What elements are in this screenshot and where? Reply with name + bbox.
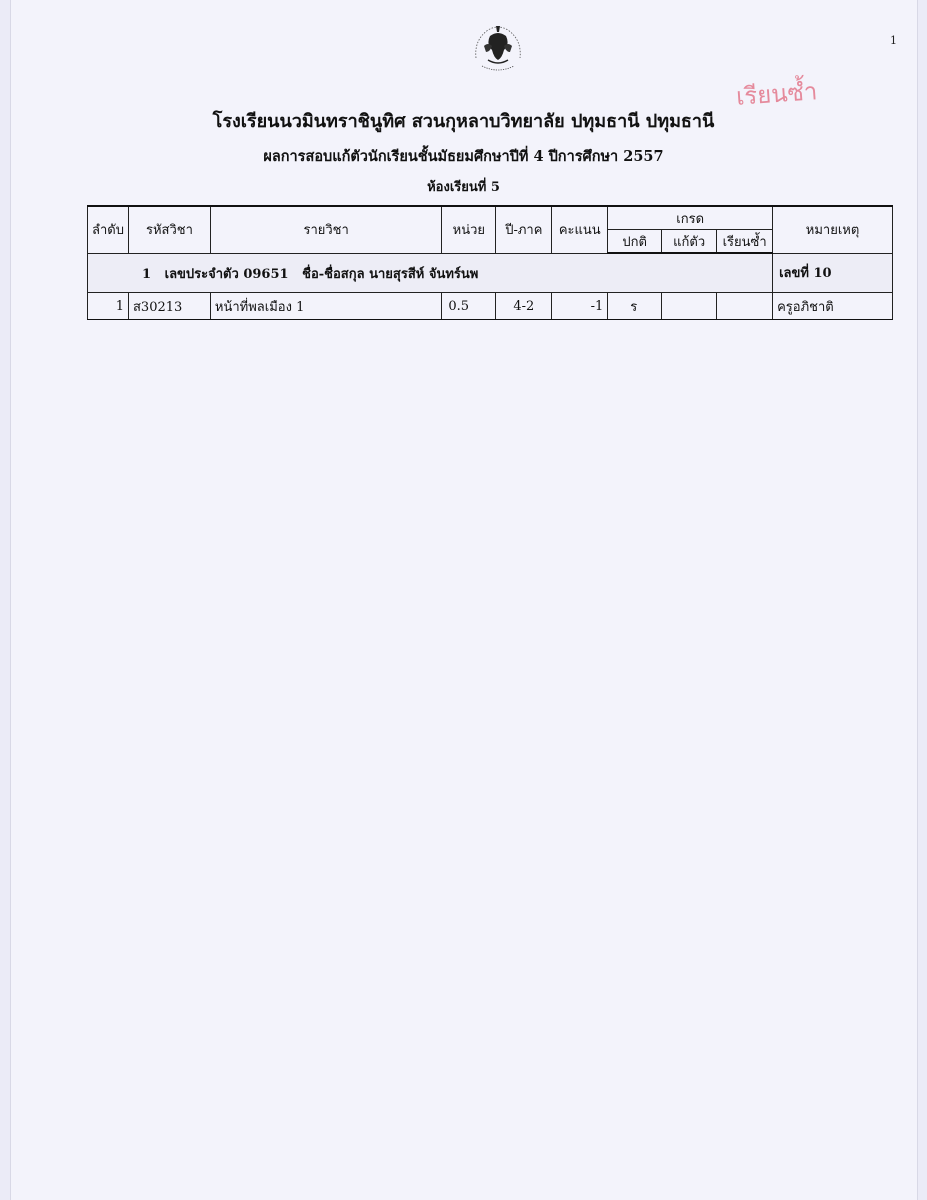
header-year-term: ปี-ภาค <box>496 206 552 253</box>
grades-table <box>87 205 893 320</box>
table-row <box>88 293 893 320</box>
student-name: ชื่อ-ชื่อสกุล นายสุรสีห์ จันทร์นพ <box>302 266 479 282</box>
classroom-label: ห้องเรียนที่ 5 <box>427 180 500 195</box>
header-grade-group: เกรด <box>608 206 773 230</box>
student-number: เลขที่ 10 <box>773 253 893 293</box>
header-credits: หน่วย <box>442 206 496 253</box>
row-grade-normal: ร <box>608 293 662 320</box>
student-row <box>88 253 893 293</box>
header-order: ลำดับ <box>88 206 129 253</box>
report-title: ผลการสอบแก้ตัวนักเรียนชั้นมัธยมศึกษาปีที่ 4 ปีการศึกษา 2557 <box>263 148 664 165</box>
repeat-course-stamp: เรียนซ้ำ <box>735 77 819 111</box>
header-course-name: รายวิชา <box>210 206 441 253</box>
row-score: -1 <box>552 293 608 320</box>
page-number: 1 <box>890 34 897 47</box>
school-title: โรงเรียนนวมินทราชินูทิศ สวนกุหลาบวิทยาลัย ปทุมธานี ปทุมธานี <box>212 111 715 132</box>
row-course-name: หน้าที่พลเมือง 1 <box>210 293 441 320</box>
header-remarks: หมายเหตุ <box>773 206 893 253</box>
row-order: 1 <box>88 293 129 320</box>
school-seal-emblem-icon <box>468 20 528 76</box>
row-credits: 0.5 <box>442 293 496 320</box>
header-course-code: รหัสวิชา <box>128 206 210 253</box>
header-grade-normal: ปกติ <box>608 230 662 254</box>
row-year-term: 4-2 <box>496 293 552 320</box>
student-id: เลขประจำตัว 09651 <box>164 266 289 282</box>
row-course-code: ส30213 <box>128 293 210 320</box>
header-grade-repeat: เรียนซ้ำ <box>717 230 773 254</box>
header-grade-remedial: แก้ตัว <box>662 230 717 254</box>
row-grade-remedial <box>662 293 717 320</box>
row-grade-repeat <box>717 293 773 320</box>
row-remarks: ครูอภิชาติ <box>773 293 893 320</box>
header-score: คะแนน <box>552 206 608 253</box>
student-index: 1 <box>142 266 152 282</box>
